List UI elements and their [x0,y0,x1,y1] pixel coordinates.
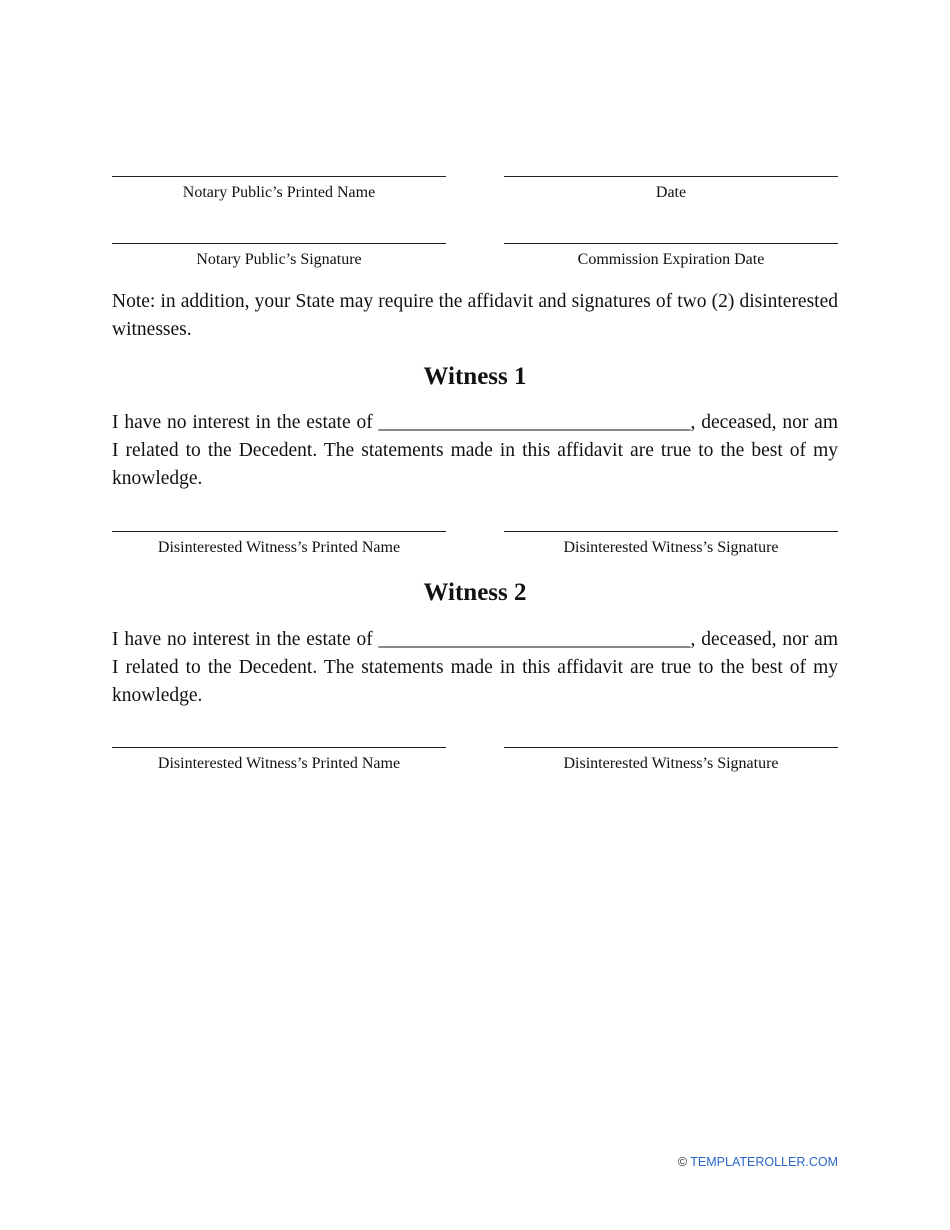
witness-1-signature-field [504,531,838,558]
signature-line [504,243,838,244]
signature-line [504,176,838,177]
notary-row-2 [112,243,838,283]
witness-1-signature-row [112,531,838,571]
notary-signature-field [112,243,446,270]
witness-2-text-before: I have no interest in the estate of [112,629,379,650]
notary-printed-name-field [112,176,446,203]
notary-printed-name-label: Notary Public’s Printed Name [182,184,376,201]
copyright-symbol: © [677,1155,688,1169]
signature-line [112,243,446,244]
witness-2-text-after: , deceased, nor am I related to the Decedent. The statements made in this affidavit are true to the best of my knowledge. [112,629,838,706]
signature-line [504,531,838,532]
signature-line [504,747,838,748]
signature-line [112,531,446,532]
witness-2-statement [112,626,838,710]
commission-expiration-field [504,243,838,270]
witness-2-printed-name-label: Disinterested Witness’s Printed Name [157,755,401,772]
notary-date-field [504,176,838,203]
witness-1-text-before: I have no interest in the estate of [112,412,379,433]
witness-2-signature-label: Disinterested Witness’s Signature [563,755,779,772]
notary-date-label: Date [655,184,687,201]
witness-2-signature-row [112,747,838,787]
templateroller-link[interactable]: TEMPLATEROLLER.COM [690,1155,838,1169]
signature-line [112,176,446,177]
signature-line [112,747,446,748]
witness-1-text-after: , deceased, nor am I related to the Decedent. The statements made in this affidavit are true to the best of my knowledge. [112,412,838,489]
witness-1-printed-name-field [112,531,446,558]
witness-1-heading: Witness 1 [423,363,527,390]
notary-row-1 [112,176,838,216]
commission-expiration-label: Commission Expiration Date [577,251,765,268]
witness-2-printed-name-field [112,747,446,774]
footer-credit [678,1154,838,1170]
witness-1-statement [112,409,838,493]
witness-1-signature-label: Disinterested Witness’s Signature [563,539,779,556]
witness-2-signature-field [504,747,838,774]
note-paragraph: Note: in addition, your State may require the affidavit and signatures of two (2) disinterested witnesses. [112,291,838,340]
witness-2-estate-blank: ________________________________ [378,629,691,650]
witness-2-heading: Witness 2 [423,579,527,606]
notary-signature-label: Notary Public’s Signature [196,251,362,268]
witness-1-estate-blank: ________________________________ [378,412,691,433]
witness-1-printed-name-label: Disinterested Witness’s Printed Name [157,539,401,556]
